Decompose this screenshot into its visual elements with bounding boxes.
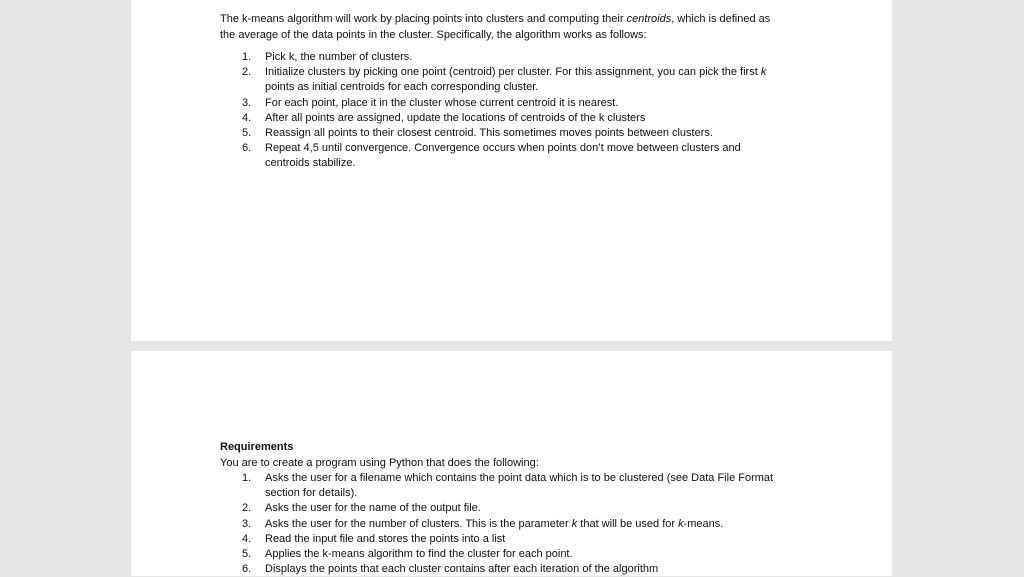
list-item: 2. Asks the user for the name of the output file. — [242, 502, 481, 515]
algorithm-steps-list — [220, 50, 766, 172]
requirements-section — [220, 440, 539, 471]
requirements-list — [220, 471, 773, 577]
list-item: 3. For each point, place it in the cluster whose current centroid it is nearest. — [242, 96, 619, 109]
document-page-2 — [131, 351, 892, 576]
list-item: 4. Read the input file and stores the points into a list — [242, 532, 506, 545]
section-heading: Requirements — [220, 441, 294, 453]
intro-line-2: the average of the data points in the cluster. Specifically, the algorithm works as follows: — [220, 28, 647, 41]
intro-paragraph — [220, 12, 770, 43]
list-item: 6. Repeat 4,5 until convergence. Convergence occurs when points don’t move between clusters and centroids stabilize. — [242, 142, 741, 170]
list-item: 5. Reassign all points to their closest centroid. This sometimes moves points between clusters. — [242, 127, 713, 140]
intro-line-1: The k-means algorithm will work by placing points into clusters and computing their centroids, which is defined as — [220, 13, 771, 25]
list-item: 6. Displays the points that each cluster contains after each iteration of the algorithm — [242, 563, 659, 576]
list-item: 1. Asks the user for a filename which contains the point data which is to be clustered (see Data File Format section for details). — [242, 472, 774, 500]
list-item: 5. Applies the k-means algorithm to find the cluster for each point. — [242, 548, 573, 561]
list-item: 4. After all points are assigned, update the locations of centroids of the k clusters — [242, 111, 646, 124]
list-item: 2. Initialize clusters by picking one point (centroid) per cluster. For this assignment, you can pick the first k points as initial centroids for each corresponding cluster. — [242, 66, 767, 94]
requirements-intro: You are to create a program using Python that does the following: — [220, 456, 539, 469]
document-page-1 — [131, 0, 892, 341]
list-item: 1. Pick k, the number of clusters. — [242, 51, 413, 63]
list-item: 3. Asks the user for the number of clusters. This is the parameter k that will be used for k-means. — [242, 517, 724, 530]
